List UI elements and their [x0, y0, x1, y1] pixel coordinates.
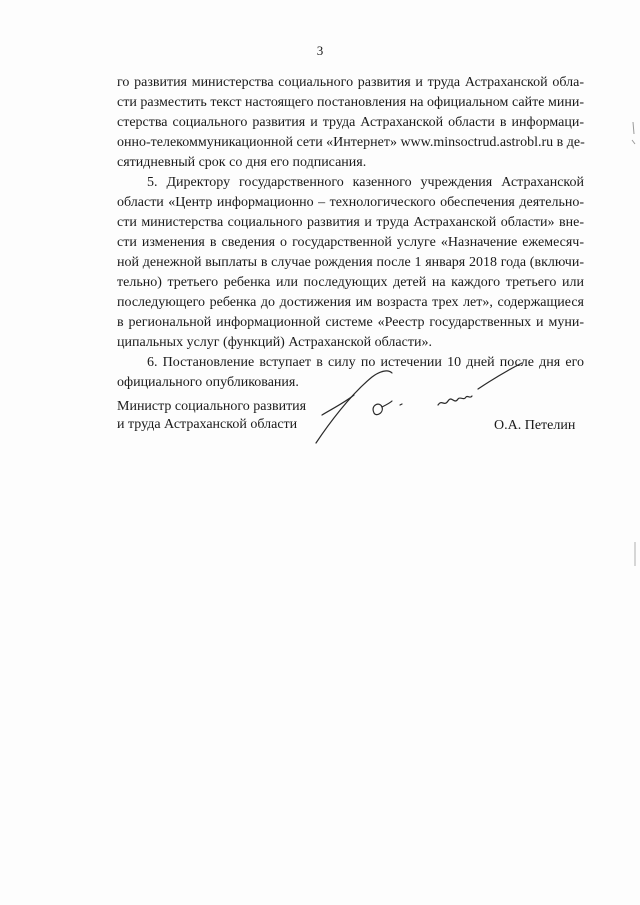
body-line: области «Центр информационно – технологического обеспечения деятельно- — [117, 195, 584, 210]
signatory-name: О.А. Петелин — [494, 418, 576, 433]
body-line: го развития министерства социального развития и труда Астраханской обла- — [117, 75, 584, 90]
scan-artifact-mark — [632, 540, 638, 570]
body-line: сти изменения в сведения о государственной услуге «Назначение ежемесяч- — [117, 235, 584, 250]
signatory-title-line-1: Министр социального развития — [117, 399, 307, 414]
page-number: 3 — [316, 43, 324, 58]
body-line: сти министерства социального развития и труда Астраханской области» вне- — [117, 215, 584, 230]
signatory-title — [117, 398, 306, 434]
paragraph-5-start: 5. Директору государственного казенного учреждения Астраханской — [147, 175, 584, 190]
signatory-title-line-2: и труда Астраханской области — [117, 417, 298, 432]
body-text — [117, 73, 584, 393]
body-line: ной денежной выплаты в случае рождения после 1 января 2018 года (включи- — [117, 255, 584, 270]
body-line: ципальных услуг (функций) Астраханской области». — [117, 335, 432, 350]
body-line: сти разместить текст настоящего постановления на официальном сайте мини- — [117, 95, 584, 110]
body-line: последующего ребенка до достижения им возраста трех лет», содержащиеся — [117, 295, 584, 310]
body-line: тельно) третьего ребенка или последующих детей на каждого третьего или — [117, 275, 584, 290]
scan-artifact-mark — [630, 120, 638, 160]
body-line: онно-телекоммуникационной сети «Интернет» www.minsoctrud.astrobl.ru в де- — [117, 135, 585, 150]
body-line: стерства социального развития и труда Астраханской области в информаци- — [117, 115, 584, 130]
handwritten-signature — [310, 355, 530, 450]
paragraph-6-start: 6. Постановление вступает в силу по истечении 10 дней после дня его — [147, 355, 584, 370]
body-line: сятидневный срок со дня его подписания. — [117, 155, 367, 170]
body-line: в региональной информационной системе «Реестр государственных и муни- — [117, 315, 584, 330]
body-line: официального опубликования. — [117, 375, 299, 390]
